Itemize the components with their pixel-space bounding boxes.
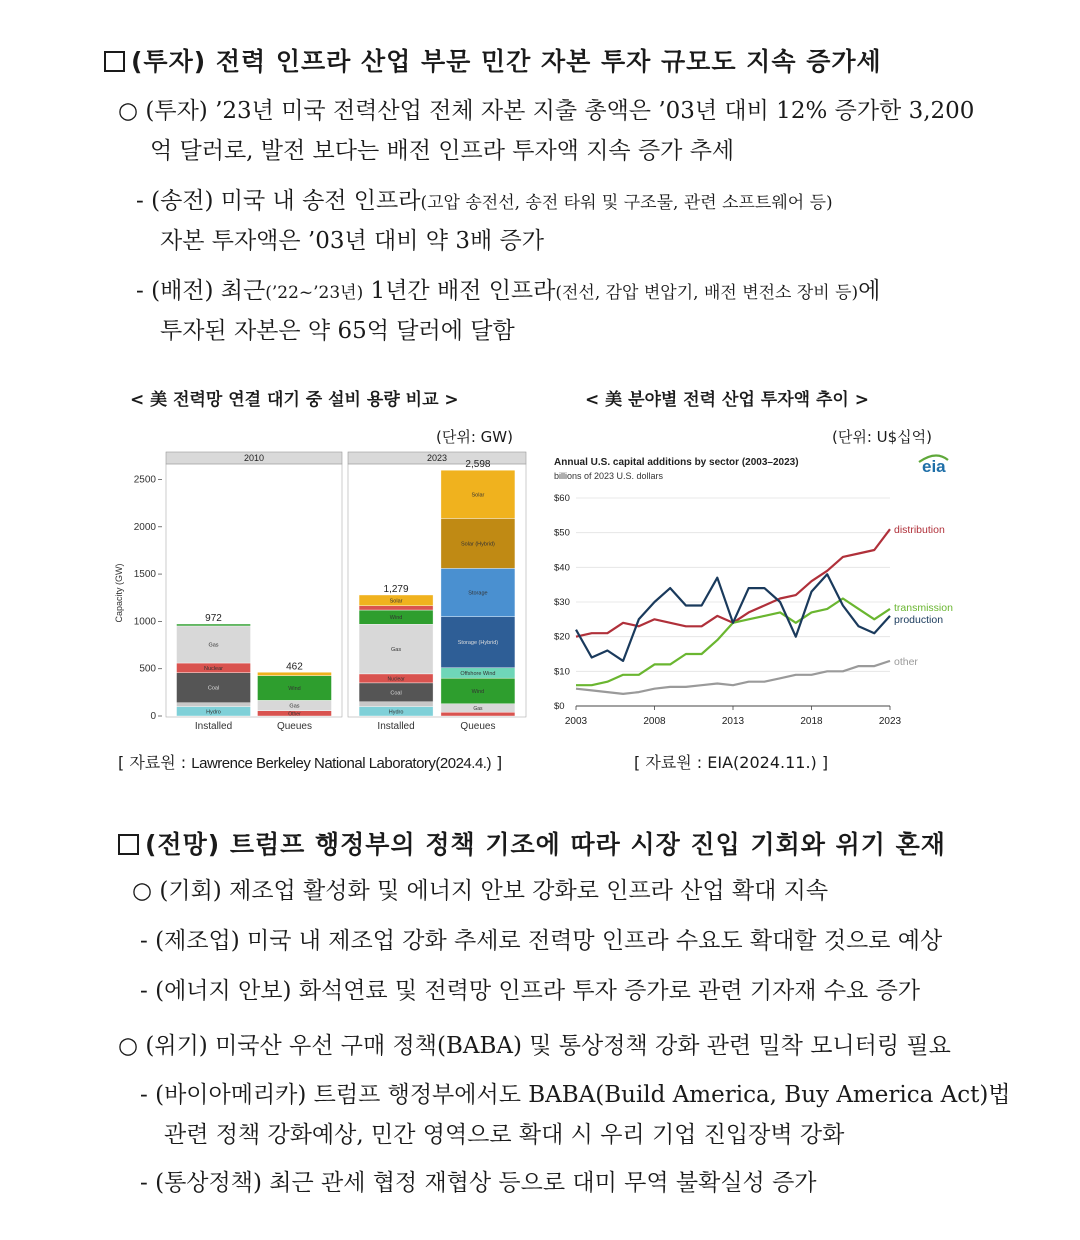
bar-segment — [177, 624, 251, 626]
dash3-line2: 관련 정책 강화예상, 민간 영역으로 확대 시 우리 기업 진입장벽 강화 — [164, 1122, 845, 1148]
segment-label: Storage (Hybrid) — [457, 640, 499, 647]
circle-bullet-icon: ○ — [132, 878, 153, 904]
bullet1-line1: (투자) ’23년 미국 전력산업 전체 자본 지출 총액은 ’03년 대비 12% 증가한 3,200 — [145, 98, 975, 124]
y-tick-label: $0 — [554, 701, 565, 712]
segment-label: Storage — [468, 590, 488, 597]
section1-heading: (투자) 전력 인프라 산업 부문 민간 자본 투자 규모도 지속 증가세 — [104, 42, 882, 78]
capacity-stacked-bar-chart — [108, 446, 532, 734]
segment-label: Nuclear — [204, 665, 223, 672]
dash2-period: (’22~’23년) — [265, 283, 364, 303]
x-tick-label: 2008 — [643, 716, 666, 727]
bullet1-line2: 억 달러로, 발전 보다는 배전 인프라 투자액 지속 증가 추세 — [150, 138, 735, 164]
section2-heading: (전망) 트럼프 행정부의 정책 기조에 따라 시장 진입 기회와 위기 혼재 — [118, 825, 946, 861]
y-axis-label: Capacity (GW) — [114, 563, 124, 623]
bar-total-label: 2,598 — [465, 459, 491, 471]
eia-logo: eia — [922, 457, 946, 476]
dash-bullet-icon: - — [136, 278, 144, 304]
line-chart-subtitle: billions of 2023 U.S. dollars — [554, 471, 664, 481]
segment-label: Solar — [389, 598, 403, 605]
dash1-line2: 자본 투자액은 ’03년 대비 약 3배 증가 — [160, 228, 544, 254]
bar-segment — [359, 606, 433, 610]
y-tick-label: $40 — [554, 562, 570, 574]
segment-label: Wind — [471, 688, 485, 695]
bar-segment — [177, 703, 251, 707]
line-chart-title: Annual U.S. capital additions by sector (2003–2023) — [554, 457, 799, 468]
section2-dash2: - (에너지 안보) 화석연료 및 전력망 인프라 투자 증가로 관련 기자재 수요 증가 — [140, 978, 921, 1004]
section1-dash2 — [136, 272, 880, 312]
dash2-tail: 에 — [858, 278, 881, 304]
bar-total-label: 462 — [286, 661, 303, 673]
bar-total-label: 1,279 — [383, 583, 409, 595]
segment-label: Nuclear — [387, 676, 405, 683]
dash2-line2: 투자된 자본은 약 65억 달러에 달함 — [160, 318, 515, 344]
right-figure-title: < 美 분야별 전력 산업 투자액 추이 > — [585, 390, 869, 410]
segment-label: Offshore Wind — [460, 670, 496, 677]
dash1-lead: (송전) 미국 내 송전 인프라 — [151, 188, 421, 214]
segment-label: Gas — [391, 647, 402, 654]
bar-segment — [359, 702, 433, 707]
y-tick-label: 2000 — [133, 521, 156, 533]
section2-bullet2: ○ (위기) 미국산 우선 구매 정책(BABA) 및 통상정책 강화 관련 밀착 모니터링 필요 — [118, 1033, 951, 1059]
capital-additions-line-chart — [548, 448, 966, 738]
x-tick-label: 2018 — [800, 716, 823, 727]
y-tick-label: $30 — [554, 597, 570, 608]
y-tick-label: 2500 — [133, 474, 156, 486]
x-tick-label: 2023 — [878, 716, 902, 727]
section2-dash4: - (통상정책) 최근 관세 협정 재협상 등으로 대미 무역 불확실성 증가 — [140, 1170, 817, 1196]
bar-total-label: 972 — [205, 613, 222, 625]
y-tick-label: $10 — [554, 666, 570, 678]
x-tick-label: 2013 — [721, 716, 745, 727]
section1-bullet1 — [118, 92, 974, 130]
segment-label: Hydro — [388, 709, 404, 716]
right-figure-source: [ 자료원 : EIA(2024.11.) ] — [634, 753, 829, 772]
section1-dash1 — [136, 182, 833, 222]
left-figure-title: < 美 전력망 연결 대기 중 설비 용량 비교 > — [130, 390, 459, 410]
series-label-production: production — [894, 613, 944, 626]
segment-label: Coal — [207, 685, 220, 692]
dash2-note: (전선, 감압 변압기, 배전 변전소 장비 등) — [555, 283, 859, 303]
panel-title: 2023 — [426, 453, 448, 463]
dash-bullet-icon: - — [140, 1170, 148, 1196]
segment-label: Gas — [473, 705, 483, 712]
right-figure-unit: (단위: U$십억) — [832, 428, 933, 446]
dash2-lead: (배전) 최근 — [151, 278, 266, 304]
y-tick-label: $50 — [554, 527, 570, 539]
x-category-label: Installed — [377, 721, 415, 732]
dash-bullet-icon: - — [136, 188, 144, 214]
series-label-other: other — [894, 655, 918, 668]
y-tick-label: 1000 — [133, 616, 156, 628]
segment-label: Coal — [390, 690, 402, 697]
segment-label: Solar (Hybrid) — [460, 541, 495, 548]
dash-bullet-icon: - — [140, 928, 148, 954]
circle-bullet-icon: ○ — [118, 98, 139, 124]
series-line-other — [576, 661, 890, 694]
dash1-note: (고압 송전선, 송전 타워 및 구조물, 관련 소프트웨어 등) — [420, 193, 833, 213]
y-tick-label: $20 — [554, 631, 570, 643]
dash2-mid: 1년간 배전 인프라 — [363, 278, 556, 304]
section2-bullet1: ○ (기회) 제조업 활성화 및 에너지 안보 강화로 인프라 산업 확대 지속 — [132, 878, 829, 904]
left-figure-source: [ 자료원 : Lawrence Berkeley National Laboratory(2024.4.) ] — [118, 753, 503, 772]
section2-dash3: - (바이아메리카) 트럼프 행정부에서도 BABA(Build America, Buy America Act)법 — [140, 1082, 1011, 1108]
segment-label: Gas — [289, 703, 300, 710]
dash-bullet-icon: - — [140, 978, 148, 1004]
segment-label: Wind — [389, 615, 403, 622]
x-category-label: Installed — [194, 721, 233, 732]
y-tick-label: 0 — [150, 711, 156, 722]
checkbox-square-icon — [104, 51, 125, 72]
dash-bullet-icon: - — [140, 1082, 148, 1108]
segment-label: Wind — [288, 685, 301, 692]
series-label-transmission: transmission — [894, 601, 953, 614]
y-tick-label: $60 — [554, 493, 570, 504]
series-label-distribution: distribution — [894, 524, 945, 537]
x-category-label: Queues — [460, 721, 496, 732]
x-category-label: Queues — [276, 721, 312, 732]
section2-dash1: - (제조업) 미국 내 제조업 강화 추세로 전력망 인프라 수요도 확대할 것으로 예상 — [140, 928, 943, 954]
segment-label: Hydro — [206, 709, 221, 716]
segment-label: Gas — [208, 642, 219, 649]
segment-label: Other — [288, 711, 301, 718]
left-figure-unit: (단위: GW) — [436, 428, 513, 446]
bar-segment — [441, 712, 515, 716]
checkbox-square-icon — [118, 834, 139, 855]
panel-title: 2010 — [243, 453, 265, 463]
bar-segment — [257, 672, 331, 675]
y-tick-label: 500 — [139, 663, 156, 675]
circle-bullet-icon: ○ — [118, 1033, 139, 1059]
x-tick-label: 2003 — [564, 716, 588, 727]
y-tick-label: 1500 — [133, 569, 156, 581]
series-line-production — [576, 574, 890, 661]
segment-label: Solar — [471, 492, 485, 499]
